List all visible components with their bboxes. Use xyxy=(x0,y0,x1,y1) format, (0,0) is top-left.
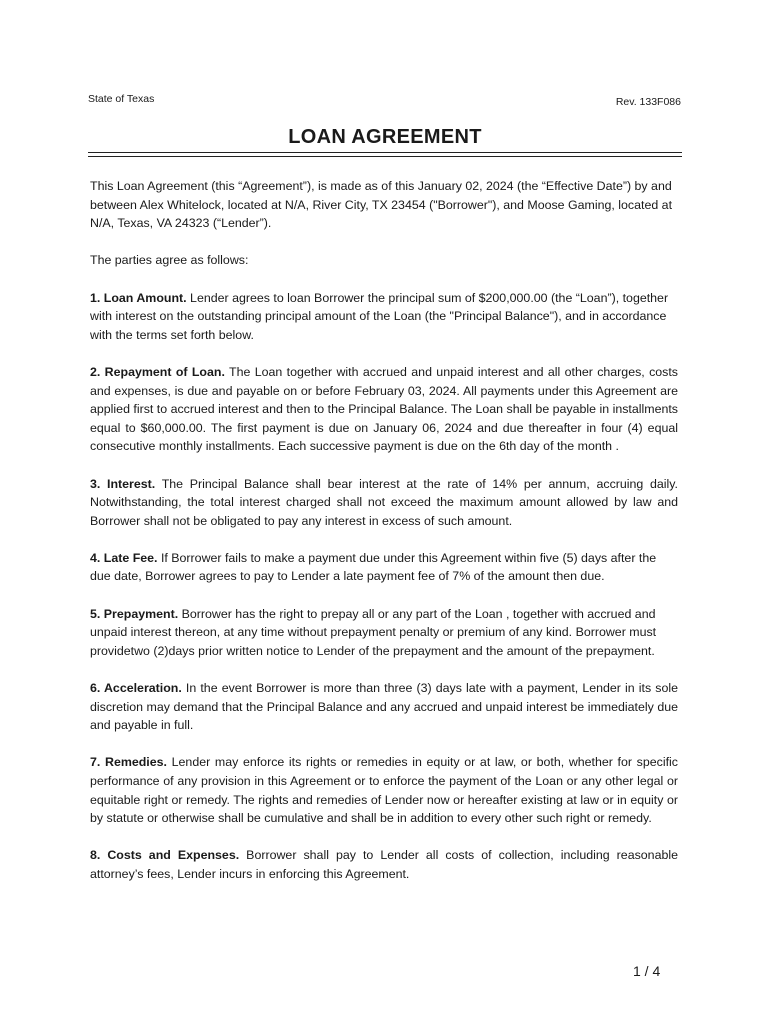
intro-paragraph: This Loan Agreement (this “Agreement”), is made as of this January 02, 2024 (the “Effective Date”) by and between Alex Whitelock, located at N/A, River City, TX 23454 ("Borrower"), and Moose Gaming, located at N/A, Texas, VA 24323 (“Lender”). xyxy=(90,179,673,231)
section-text: Borrower shall pay to Lender all costs of collection, including reasonable attorney’s fees, Lender incurs in enforcing this Agreement. xyxy=(90,848,678,881)
section-heading: 2. Repayment of Loan. xyxy=(90,364,225,379)
section-text: In the event Borrower is more than three (3) days late with a payment, Lender in its sole discretion may demand that the Principal Balance and any accrued and unpaid interest be immediately due and payable in full. xyxy=(90,681,678,733)
revision-label: Rev. 133F086 xyxy=(615,96,681,108)
title-rule-bottom xyxy=(88,156,682,157)
section-loan-amount xyxy=(90,289,678,345)
section-heading: 1. Loan Amount. xyxy=(90,290,187,305)
section-heading: 8. Costs and Expenses. xyxy=(90,848,240,863)
section-costs-expenses xyxy=(90,846,678,883)
section-repayment xyxy=(90,363,678,456)
section-heading: 4. Late Fee. xyxy=(90,550,158,565)
section-heading: 6. Acceleration. xyxy=(90,681,182,696)
section-text: If Borrower fails to make a payment due under this Agreement within five (5) days after the due date, Borrower agrees to pay to Lender a late payment fee of 7% of the amount then due. xyxy=(90,550,657,584)
section-text: The Loan together with accrued and unpaid interest and all other charges, costs and expenses, is due and payable on or before February 03, 2024. All payments under this Agreement are applied first to accrued interest and then to the Principal Balance. The Loan shall be payable in installments equal to $60,000.00. The first payment is due on January 06, 2024 and due thereafter in four (4) equal consecutive monthly installments. Each successive payment is due on the 6th day of the month . xyxy=(90,364,678,454)
agreement-body xyxy=(90,177,678,902)
section-remedies xyxy=(90,753,678,827)
page-number: 1 / 4 xyxy=(633,963,661,979)
title-rule-top xyxy=(88,152,682,153)
section-text: Lender may enforce its rights or remedies in equity or at law, or both, whether for specific performance of any provision in this Agreement or to enforce the payment of the Loan or any other legal or equitable right or remedy. The rights and remedies of Lender now or hereafter existing at law or in equity or by statute or otherwise shall be cumulative and shall be in addition to every other such right or remedy. xyxy=(90,755,678,826)
section-heading: 5. Prepayment. xyxy=(90,606,179,621)
section-late-fee xyxy=(90,549,678,586)
section-heading: 3. Interest. xyxy=(90,476,156,491)
section-text: Borrower has the right to prepay all or any part of the Loan , together with accrued and unpaid interest thereon, at any time without prepayment penalty or premium of any kind. Borrower must providetwo (2)days prior written notice to Lender of the prepayment and the amount of the prepayment. xyxy=(90,606,657,658)
document-title: LOAN AGREEMENT xyxy=(288,126,482,148)
section-text: The Principal Balance shall bear interest at the rate of 14% per annum, accruing daily. Notwithstanding, the total interest charged shall not exceed the maximum amount allowed by law and Borrower shall not be obligated to pay any interest in excess of such amount. xyxy=(90,476,679,528)
section-text: Lender agrees to loan Borrower the principal sum of $200,000.00 (the “Loan”), together with interest on the outstanding principal amount of the Loan (the "Principal Balance"), and in accordance with the terms set forth below. xyxy=(90,290,669,342)
section-interest xyxy=(90,475,678,531)
section-acceleration xyxy=(90,679,678,735)
section-prepayment xyxy=(90,605,678,661)
state-label: State of Texas xyxy=(88,93,155,105)
section-heading: 7. Remedies. xyxy=(90,755,167,770)
parties-agree-paragraph: The parties agree as follows: xyxy=(90,253,249,268)
